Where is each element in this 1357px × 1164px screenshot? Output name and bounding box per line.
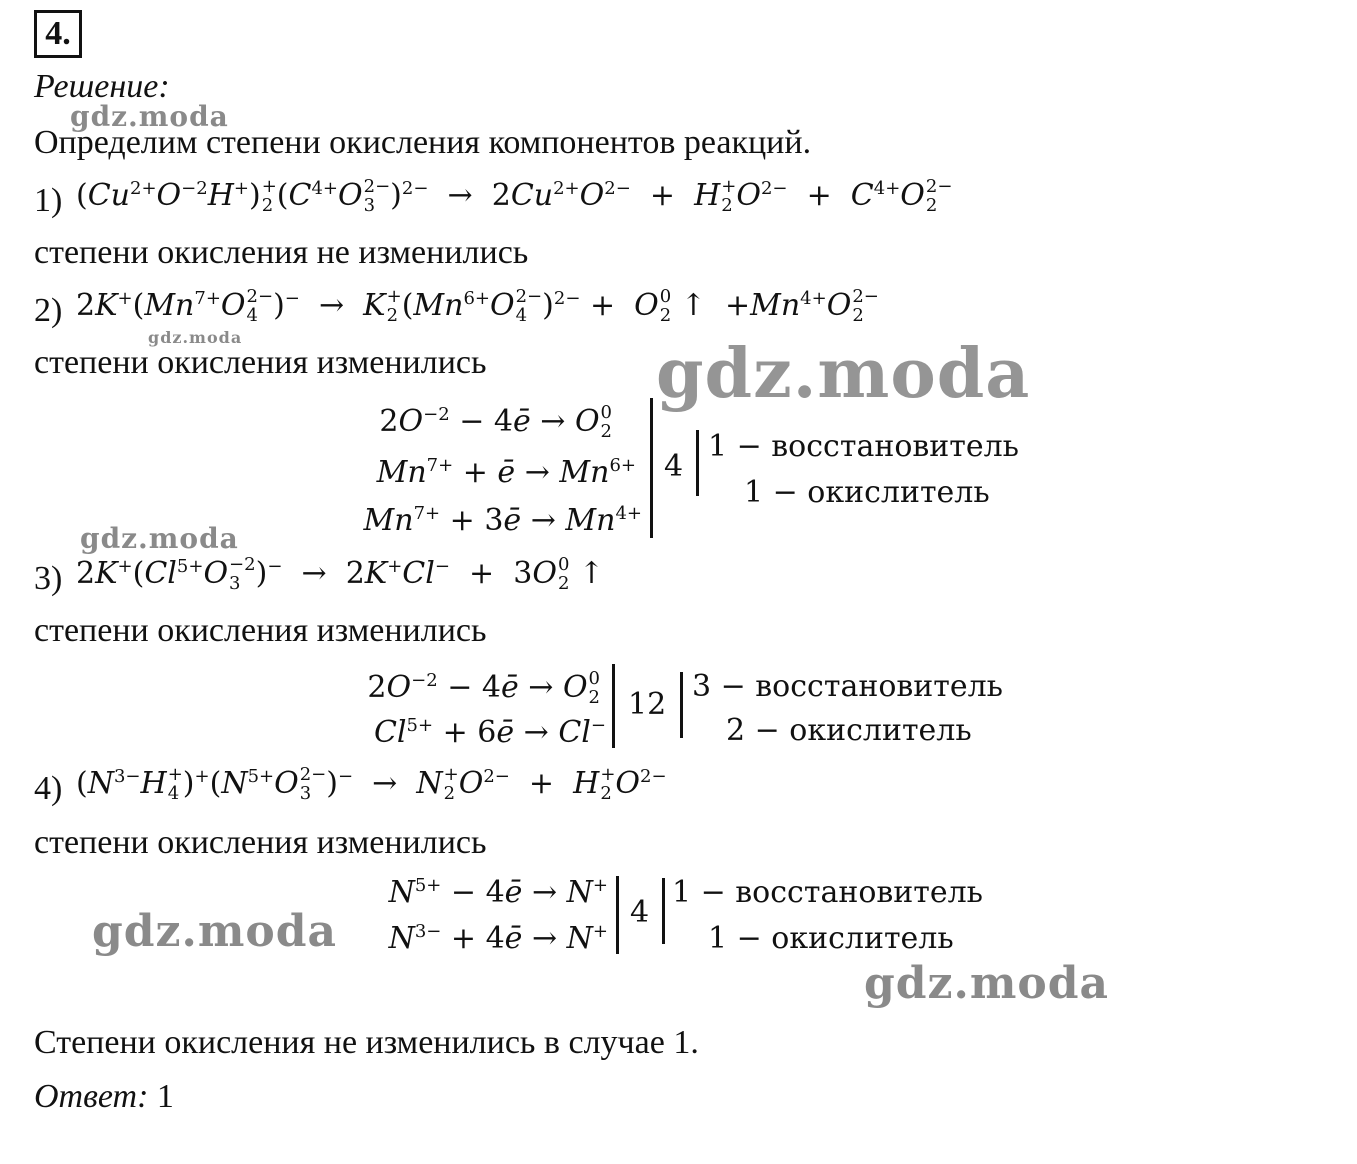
watermark-logo: gdz.moda — [92, 906, 338, 957]
r3-coef-reductant: 3 − восстановитель — [692, 669, 1004, 704]
intro-text: Определим степени окисления компонентов реакций. — [34, 124, 812, 161]
r4-coef-oxidant: 1 − окислитель — [708, 921, 954, 956]
reaction-2-note: степени окисления изменились — [34, 344, 487, 381]
answer-line — [34, 1080, 174, 1114]
watermark-logo: gdz.moda — [70, 100, 229, 133]
r2-divider-2 — [696, 430, 699, 496]
watermark-logo: gdz.moda — [864, 958, 1110, 1009]
task-number: 4. — [34, 10, 82, 58]
r2-coef-reductant: 1 − восстановитель — [708, 429, 1020, 464]
reaction-3-note: степени окисления изменились — [34, 612, 487, 649]
reaction-1-equation: $(Cu^{2+}O^{-2}H^+)$ + 2 ($C^{4+}O$ 2− 3 )$^{2-} \to 2Cu^{2+}O^{2-} + H$ + 2 $O^{2-} + C^{4+}O$ 2− 2 — [76, 176, 953, 216]
r2-coef-oxidant: 1 − окислитель — [744, 475, 990, 510]
r3-divider-1 — [612, 664, 615, 748]
r3-half-2: $Cl^{5+}$ + 6ē → Cl− — [373, 715, 606, 750]
reaction-4-note: степени окисления изменились — [34, 824, 487, 861]
r2-half-2: $Mn^{7+}$ + ē → $Mn^{6+}$ — [376, 455, 636, 490]
r4-factor: 4 — [630, 895, 650, 930]
reaction-3-equation: $2K^+(Cl^{5+}O$ −2 3 )− → 2K+Cl− + 3O 0 2 ↑ — [76, 554, 605, 594]
r2-half-3: $Mn^{7+}$ + 3ē → $Mn^{4+}$ — [363, 503, 642, 538]
r3-divider-2 — [680, 672, 683, 738]
watermark-logo: gdz.moda — [656, 334, 1031, 414]
r3-half-1: $2O^{-2}$ − 4ē → O 0 2 — [367, 668, 600, 708]
reaction-3-number: 3) — [34, 560, 63, 597]
reaction-4-equation: ($N^{3-}H$ + 4 )$^+(N^{5+}O$ 2− 3 )− → N + 2 $O^{2-} + H$ + 2 $O^{2-}$ — [76, 764, 667, 804]
r4-divider-2 — [662, 878, 665, 944]
r4-half-1: $N^{5+}$ − 4ē → N+ — [388, 875, 608, 910]
r2-factor: 4 — [664, 449, 684, 484]
solution-label: Решение: — [34, 68, 170, 105]
r3-coef-oxidant: 2 − окислитель — [726, 713, 972, 748]
r4-coef-reductant: 1 − восстановитель — [672, 875, 984, 910]
answer-value: 1 — [156, 1078, 174, 1115]
reaction-2-equation: $2K^+(Mn^{7+}O$ 2− 4 )− → K + 2 ($Mn^{6+}O$ 2− 4 )$^{2-}$ + O 0 2 ↑ $+Mn^{4+}O$ 2− 2 — [76, 286, 879, 326]
conclusion-text: Степени окисления не изменились в случае 1. — [34, 1024, 699, 1061]
r4-divider-1 — [616, 876, 619, 954]
r4-half-2: $N^{3-}$ + 4ē → N+ — [388, 921, 608, 956]
watermark-logo: gdz.moda — [148, 328, 243, 347]
r2-divider-1 — [650, 398, 653, 538]
answer-label: Ответ: — [34, 1078, 149, 1115]
r2-half-1: $2O^{-2}$ − 4ē → O 0 2 — [379, 402, 612, 442]
reaction-4-number: 4) — [34, 770, 63, 807]
reaction-1-note: степени окисления не изменились — [34, 234, 529, 271]
reaction-2-number: 2) — [34, 292, 63, 329]
reaction-1-number: 1) — [34, 182, 63, 219]
r3-factor: 12 — [628, 687, 667, 722]
watermark-logo: gdz.moda — [80, 522, 239, 555]
